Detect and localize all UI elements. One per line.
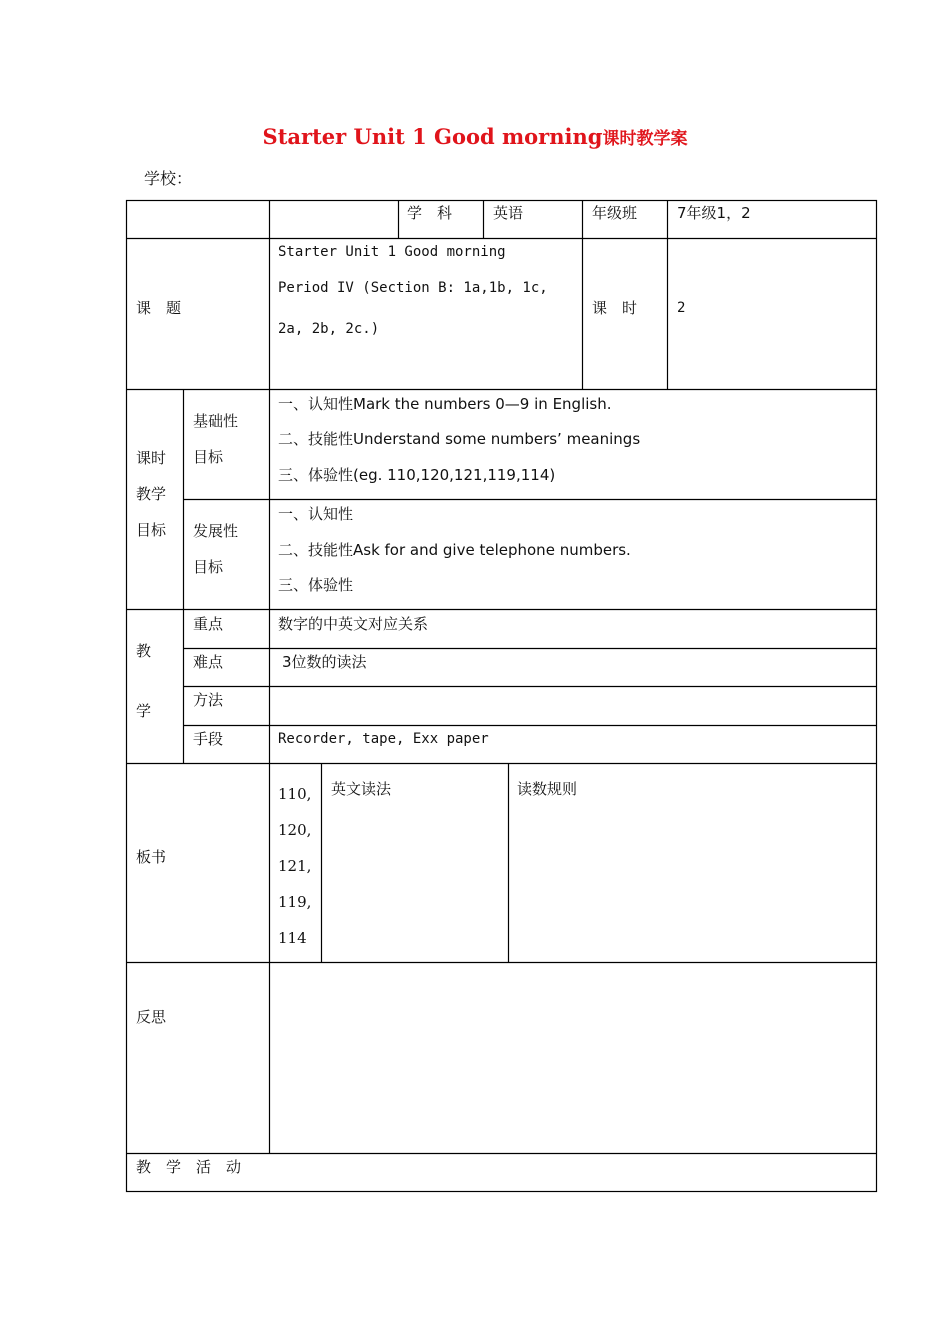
objectives-label-2: 教学 (136, 485, 167, 503)
means-label: 手段 (193, 730, 224, 748)
basic-goal-label-1: 基础性 (193, 412, 239, 430)
subject-value: 英语 (493, 204, 524, 222)
board-number: 120, (278, 821, 312, 839)
subject-label: 学 科 (407, 204, 453, 222)
objectives-label-3: 目标 (136, 521, 167, 539)
objectives-label-1: 课时 (136, 449, 167, 467)
dev-goal-item: 三、体验性 (278, 576, 354, 594)
key-point-label: 重点 (193, 615, 224, 633)
topic-label: 课 题 (136, 299, 182, 317)
title-en: Starter Unit 1 Good morning (262, 124, 603, 149)
grade-label: 年级班 (592, 204, 638, 222)
difficulty-label: 难点 (193, 653, 224, 671)
title-cn: 课时教学案 (602, 129, 688, 149)
school-label: 学校： (144, 169, 193, 188)
period-value: 2 (677, 300, 686, 316)
basic-goal-item: 三、体验性(eg. 110,120,121,119,114) (278, 466, 556, 484)
basic-goal-item: 二、技能性Understand some numbers’ meanings (278, 430, 641, 448)
difficulty-value: 3位数的读法 (282, 653, 367, 671)
reflection-label: 反思 (136, 1008, 167, 1026)
board-col-reading-rules: 读数规则 (517, 780, 578, 798)
period-label: 课 时 (592, 299, 638, 317)
activity-label: 教 学 活 动 (136, 1158, 242, 1176)
basic-goal-item: 一、认知性Mark the numbers 0—9 in English. (278, 395, 612, 413)
topic-line-1: Starter Unit 1 Good morning (278, 244, 506, 260)
teaching-label-1: 教 (136, 642, 152, 660)
basic-goal-label-2: 目标 (193, 448, 224, 466)
board-number: 114 (278, 929, 307, 947)
dev-goal-label-1: 发展性 (193, 522, 239, 540)
dev-goal-item: 二、技能性Ask for and give telephone numbers. (278, 541, 631, 559)
method-label: 方法 (193, 691, 224, 709)
means-value: Recorder, tape, Exx paper (278, 731, 489, 747)
board-number: 110, (278, 785, 312, 803)
grade-value: 7年级1，2 (677, 204, 751, 222)
board-number: 121, (278, 857, 312, 875)
topic-line-2: Period IV (Section B: 1a,1b, 1c, (278, 280, 548, 296)
board-label: 板书 (136, 848, 167, 866)
key-point-value: 数字的中英文对应关系 (278, 615, 429, 633)
board-number: 119, (278, 893, 312, 911)
dev-goal-item: 一、认知性 (278, 505, 354, 523)
teaching-label-2: 学 (136, 702, 152, 720)
board-col-english-reading: 英文读法 (331, 780, 392, 798)
dev-goal-label-2: 目标 (193, 558, 224, 576)
topic-line-3: 2a, 2b, 2c.) (278, 321, 380, 337)
